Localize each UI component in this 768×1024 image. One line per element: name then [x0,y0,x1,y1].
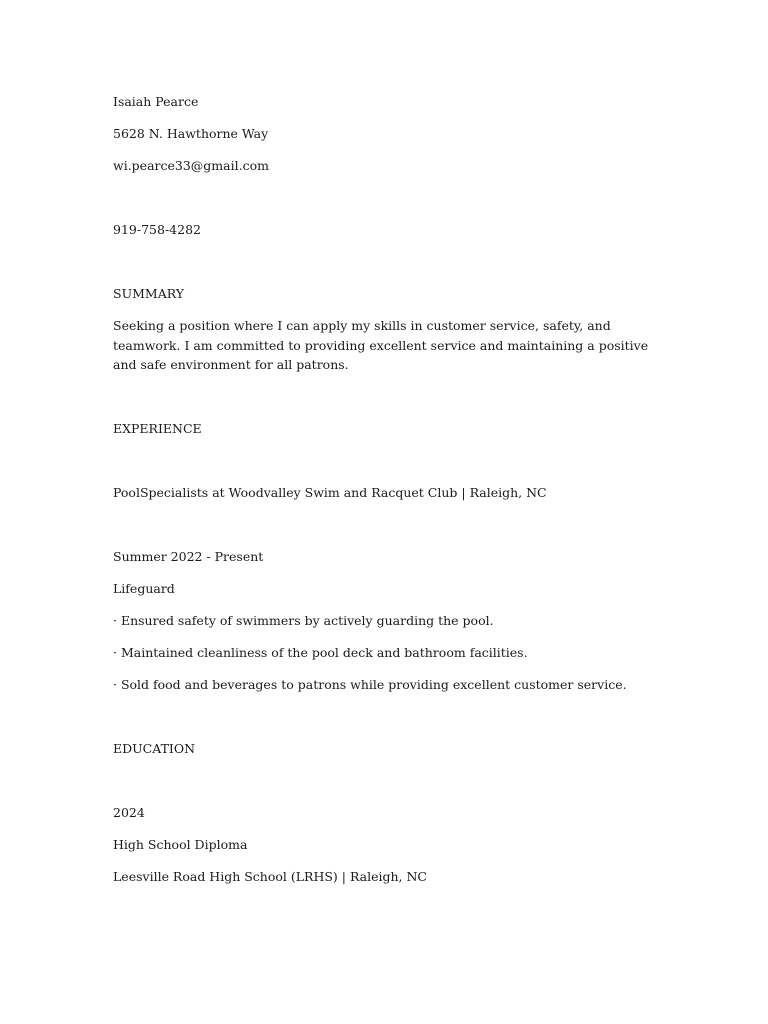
experience-bullet: · Sold food and beverages to patrons while providing excellent customer service. [113,677,627,692]
contact-name: Isaiah Pearce [113,94,199,109]
education-school: Leesville Road High School (LRHS) | Raleigh, NC [113,869,427,884]
education-degree: High School Diploma [113,837,248,852]
experience-dates: Summer 2022 - Present [113,549,264,564]
contact-address: 5628 N. Hawthorne Way [113,126,269,141]
experience-role: Lifeguard [113,581,175,596]
experience-heading: EXPERIENCE [113,421,202,436]
summary-heading: SUMMARY [113,286,185,301]
experience-bullet: · Ensured safety of swimmers by actively guarding the pool. [113,613,494,628]
education-heading: EDUCATION [113,741,196,756]
experience-bullet: · Maintained cleanliness of the pool deck and bathroom facilities. [113,645,528,660]
summary-text: Seeking a position where I can apply my skills in customer service, safety, and teamwork. I am committed to providing excellent service and maintaining a positive and safe environment for all patrons. [113,318,649,372]
experience-employer: PoolSpecialists at Woodvalley Swim and Racquet Club | Raleigh, NC [113,485,547,500]
education-year: 2024 [113,805,145,820]
contact-email: wi.pearce33@gmail.com [113,158,269,173]
contact-phone: 919-758-4282 [113,222,201,237]
